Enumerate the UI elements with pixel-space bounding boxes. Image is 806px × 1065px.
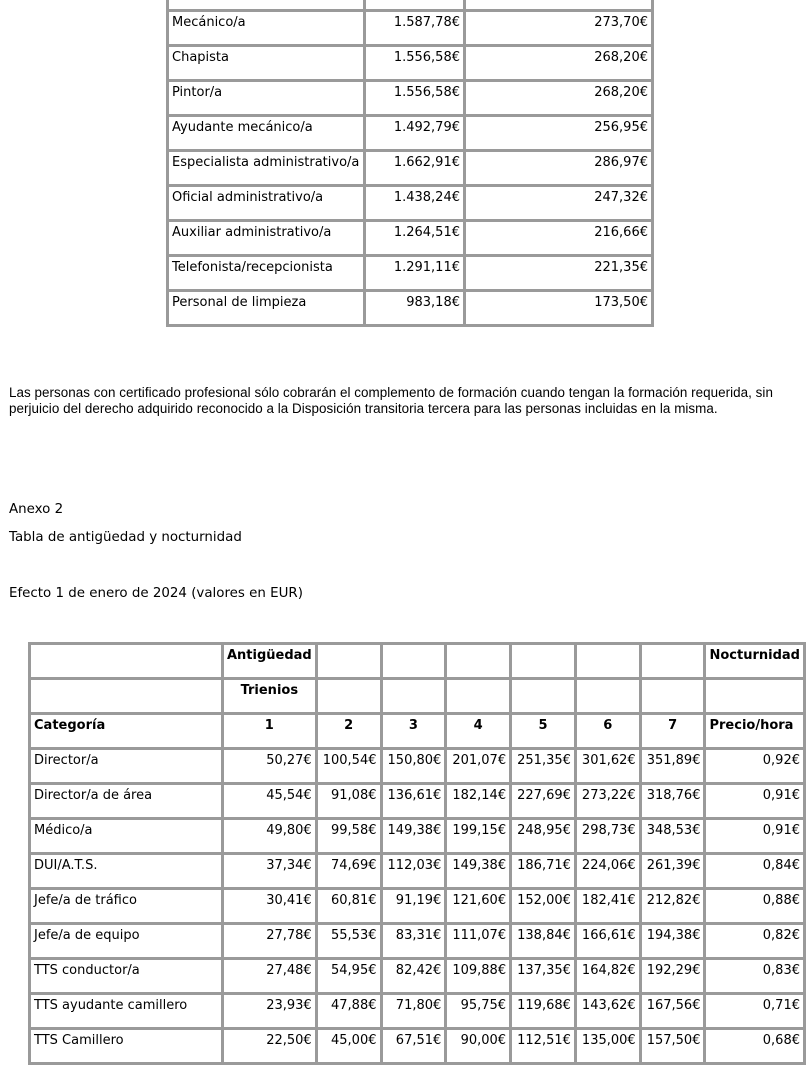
header-nocturnidad: Nocturnidad	[705, 644, 805, 679]
table-row	[168, 221, 653, 256]
category-cell: Personal de limpieza	[168, 291, 365, 326]
trienio-5-cell: 138,84€	[511, 924, 576, 959]
header-trienio-1: 1	[222, 714, 316, 749]
night-price-cell: 0,91€	[705, 784, 805, 819]
table-row	[30, 854, 805, 889]
table-row	[168, 81, 653, 116]
trienio-7-cell: 318,76€	[640, 784, 705, 819]
night-price-cell: 0,84€	[705, 854, 805, 889]
trienio-6-cell: 182,41€	[575, 889, 640, 924]
table-row	[168, 116, 653, 151]
table-row	[30, 1029, 805, 1064]
category-cell: Jefe/a de tráfico	[30, 889, 223, 924]
trienio-2-cell: 91,08€	[316, 784, 381, 819]
header-trienio-5: 5	[511, 714, 576, 749]
trienio-7-cell: 261,39€	[640, 854, 705, 889]
table-row	[168, 11, 653, 46]
amount-cell: 221,35€	[465, 256, 653, 291]
trienio-4-cell: 109,88€	[446, 959, 511, 994]
seniority-night-table	[28, 642, 806, 1065]
amount-cell: 1.492,79€	[365, 116, 465, 151]
amount-cell: 268,20€	[465, 81, 653, 116]
trienio-5-cell: 112,51€	[511, 1029, 576, 1064]
header-trienio-3: 3	[381, 714, 446, 749]
table-row	[168, 0, 653, 11]
night-price-cell: 0,92€	[705, 749, 805, 784]
trienio-2-cell: 74,69€	[316, 854, 381, 889]
category-cell: TTS Camillero	[30, 1029, 223, 1064]
amount-cell: 1.556,58€	[365, 46, 465, 81]
header-trienios: Trienios	[222, 679, 316, 714]
trienio-5-cell: 119,68€	[511, 994, 576, 1029]
amount-cell: 1.264,51€	[365, 221, 465, 256]
trienio-3-cell: 112,03€	[381, 854, 446, 889]
trienio-2-cell: 45,00€	[316, 1029, 381, 1064]
trienio-1-cell: 37,34€	[222, 854, 316, 889]
trienio-4-cell: 201,07€	[446, 749, 511, 784]
annex-subtitle: Tabla de antigüedad y nocturnidad	[9, 530, 242, 545]
category-cell: Médico/a	[30, 819, 223, 854]
category-cell: Telefonista/recepcionista	[168, 256, 365, 291]
trienio-6-cell: 143,62€	[575, 994, 640, 1029]
night-price-cell: 0,71€	[705, 994, 805, 1029]
category-cell: Especialista administrativo/a	[168, 151, 365, 186]
trienio-4-cell: 111,07€	[446, 924, 511, 959]
trienio-2-cell: 55,53€	[316, 924, 381, 959]
amount-cell: 273,70€	[465, 11, 653, 46]
trienio-6-cell: 301,62€	[575, 749, 640, 784]
category-cell: DUI/A.T.S.	[30, 854, 223, 889]
table-row	[168, 46, 653, 81]
trienio-6-cell: 273,22€	[575, 784, 640, 819]
trienio-1-cell: 45,54€	[222, 784, 316, 819]
trienio-3-cell: 149,38€	[381, 819, 446, 854]
note-paragraph: Las personas con certificado profesional sólo cobrarán el complemento de formación cuando tengan la formación requerida, sin perjuicio del derecho adquirido reconocido a la Disposición transitoria tercera para las personas incluidas en la misma.	[9, 385, 773, 416]
trienio-5-cell: 186,71€	[511, 854, 576, 889]
trienio-4-cell: 199,15€	[446, 819, 511, 854]
trienio-2-cell: 47,88€	[316, 994, 381, 1029]
trienio-7-cell: 194,38€	[640, 924, 705, 959]
amount-cell: 1.587,78€	[365, 11, 465, 46]
trienio-4-cell: 121,60€	[446, 889, 511, 924]
trienio-3-cell: 71,80€	[381, 994, 446, 1029]
table-row	[30, 749, 805, 784]
category-cell: Ayudante mecánico/a	[168, 116, 365, 151]
category-cell: TTS conductor/a	[30, 959, 223, 994]
trienio-4-cell: 182,14€	[446, 784, 511, 819]
night-price-cell: 0,91€	[705, 819, 805, 854]
amount-cell: 216,66€	[465, 221, 653, 256]
trienio-6-cell: 166,61€	[575, 924, 640, 959]
category-cell: Director/a	[30, 749, 223, 784]
trienio-7-cell: 212,82€	[640, 889, 705, 924]
table-row	[30, 959, 805, 994]
trienio-1-cell: 27,48€	[222, 959, 316, 994]
category-cell: Director/a de área	[30, 784, 223, 819]
trienio-2-cell: 99,58€	[316, 819, 381, 854]
header-trienio-4: 4	[446, 714, 511, 749]
header-trienio-6: 6	[575, 714, 640, 749]
amount-cell: 1.662,91€	[365, 151, 465, 186]
amount-cell	[365, 0, 465, 11]
header-categoria: Categoría	[30, 714, 223, 749]
amount-cell: 1.438,24€	[365, 186, 465, 221]
table-header-row	[30, 644, 805, 679]
trienio-7-cell: 351,89€	[640, 749, 705, 784]
trienio-6-cell: 298,73€	[575, 819, 640, 854]
amount-cell: 173,50€	[465, 291, 653, 326]
trienio-5-cell: 137,35€	[511, 959, 576, 994]
header-cell-empty	[30, 644, 223, 679]
category-cell: Oficial administrativo/a	[168, 186, 365, 221]
trienio-1-cell: 30,41€	[222, 889, 316, 924]
category-cell: Chapista	[168, 46, 365, 81]
amount-cell: 1.556,58€	[365, 81, 465, 116]
trienio-5-cell: 227,69€	[511, 784, 576, 819]
header-antiguedad: Antigüedad	[222, 644, 316, 679]
trienio-6-cell: 164,82€	[575, 959, 640, 994]
table-row	[30, 889, 805, 924]
trienio-3-cell: 136,61€	[381, 784, 446, 819]
category-cell: Auxiliar administrativo/a	[168, 221, 365, 256]
amount-cell: 983,18€	[365, 291, 465, 326]
category-cell: Jefe/a de equipo	[30, 924, 223, 959]
trienio-2-cell: 60,81€	[316, 889, 381, 924]
table-row	[168, 186, 653, 221]
trienio-5-cell: 248,95€	[511, 819, 576, 854]
annex-title: Anexo 2	[9, 502, 64, 517]
trienio-2-cell: 100,54€	[316, 749, 381, 784]
table-row	[30, 784, 805, 819]
trienio-7-cell: 192,29€	[640, 959, 705, 994]
trienio-4-cell: 90,00€	[446, 1029, 511, 1064]
trienio-4-cell: 149,38€	[446, 854, 511, 889]
amount-cell: 256,95€	[465, 116, 653, 151]
header-precio-hora: Precio/hora	[705, 714, 805, 749]
trienio-4-cell: 95,75€	[446, 994, 511, 1029]
trienio-1-cell: 27,78€	[222, 924, 316, 959]
amount-cell: 286,97€	[465, 151, 653, 186]
salary-table	[166, 0, 654, 327]
table-header-row	[30, 679, 805, 714]
header-trienio-7: 7	[640, 714, 705, 749]
trienio-1-cell: 22,50€	[222, 1029, 316, 1064]
table-row	[30, 924, 805, 959]
trienio-3-cell: 82,42€	[381, 959, 446, 994]
trienio-3-cell: 67,51€	[381, 1029, 446, 1064]
trienio-1-cell: 50,27€	[222, 749, 316, 784]
night-price-cell: 0,88€	[705, 889, 805, 924]
category-cell	[168, 0, 365, 11]
trienio-7-cell: 348,53€	[640, 819, 705, 854]
night-price-cell: 0,82€	[705, 924, 805, 959]
table-row	[168, 256, 653, 291]
table-row	[30, 994, 805, 1029]
amount-cell: 1.291,11€	[365, 256, 465, 291]
trienio-1-cell: 23,93€	[222, 994, 316, 1029]
trienio-6-cell: 224,06€	[575, 854, 640, 889]
trienio-5-cell: 152,00€	[511, 889, 576, 924]
trienio-7-cell: 157,50€	[640, 1029, 705, 1064]
night-price-cell: 0,83€	[705, 959, 805, 994]
trienio-7-cell: 167,56€	[640, 994, 705, 1029]
night-price-cell: 0,68€	[705, 1029, 805, 1064]
trienio-5-cell: 251,35€	[511, 749, 576, 784]
table-row	[168, 291, 653, 326]
amount-cell	[465, 0, 653, 11]
trienio-6-cell: 135,00€	[575, 1029, 640, 1064]
trienio-3-cell: 83,31€	[381, 924, 446, 959]
category-cell: Pintor/a	[168, 81, 365, 116]
trienio-3-cell: 91,19€	[381, 889, 446, 924]
table-header-row	[30, 714, 805, 749]
category-cell: Mecánico/a	[168, 11, 365, 46]
amount-cell: 247,32€	[465, 186, 653, 221]
header-trienio-2: 2	[316, 714, 381, 749]
trienio-1-cell: 49,80€	[222, 819, 316, 854]
amount-cell: 268,20€	[465, 46, 653, 81]
category-cell: TTS ayudante camillero	[30, 994, 223, 1029]
table-row	[168, 151, 653, 186]
table-row	[30, 819, 805, 854]
effect-date-label: Efecto 1 de enero de 2024 (valores en EUR)	[9, 586, 303, 601]
trienio-2-cell: 54,95€	[316, 959, 381, 994]
trienio-3-cell: 150,80€	[381, 749, 446, 784]
